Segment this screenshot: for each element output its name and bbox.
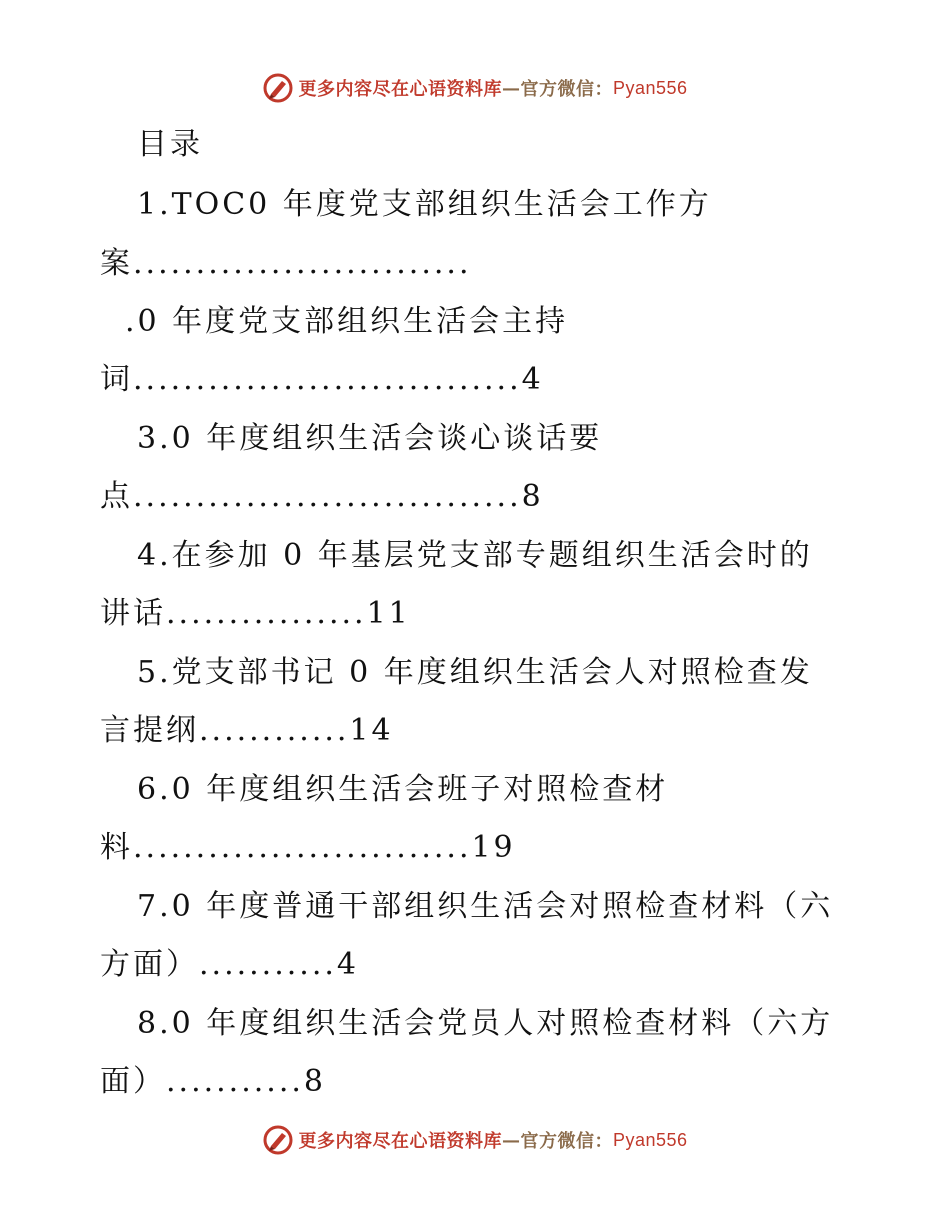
toc-entry-2-line1: .0 年度党支部组织生活会主持 <box>125 304 569 339</box>
toc-entry-7-line1: 7.0 年度普通干部组织生活会对照检查材料（六 <box>137 889 834 924</box>
toc-entry-3-line1: 3.0 年度组织生活会谈心谈话要 <box>137 421 603 456</box>
banner-dash: — <box>501 77 521 99</box>
pen-seal-icon <box>262 72 294 104</box>
toc-entry-5-line1: 5.党支部书记 0 年度组织生活会人对照检查发 <box>137 655 813 690</box>
wechat-id: Pyan556 <box>612 1129 688 1150</box>
toc-entry-1-line2: 案........................... <box>100 246 472 281</box>
toc-entry-3-line2: 点...............................8 <box>100 479 544 514</box>
toc-entry-1-line1: 1.TOC0 年度党支部组织生活会工作方 <box>137 187 712 222</box>
wechat-label: 官方微信： <box>520 1131 613 1152</box>
banner-dash: — <box>501 1129 521 1151</box>
footer-banner <box>0 1124 950 1156</box>
brand-text: 更多内容尽在心语资料库 <box>298 79 502 100</box>
toc-entry-4-line1: 4.在参加 0 年基层党支部专题组织生活会时的 <box>137 538 813 573</box>
toc-entry-4-line2: 讲话................11 <box>100 596 411 631</box>
toc-entry-8-line2: 面）...........8 <box>100 1064 326 1099</box>
wechat-label: 官方微信： <box>520 79 613 100</box>
wechat-id: Pyan556 <box>612 77 688 98</box>
toc-entry-6-line2: 料...........................19 <box>100 830 516 865</box>
toc-entry-6-line1: 6.0 年度组织生活会班子对照检查材 <box>137 772 669 807</box>
toc-entry-8-line1: 8.0 年度组织生活会党员人对照检查材料（六方 <box>137 1006 834 1041</box>
toc-entry-2-line2: 词...............................4 <box>100 362 544 397</box>
toc-entry-5-line2: 言提纲............14 <box>100 713 394 748</box>
brand-text: 更多内容尽在心语资料库 <box>298 1131 502 1152</box>
toc-entry-7-line2: 方面）...........4 <box>100 947 359 982</box>
toc-title: 目录 <box>137 127 203 162</box>
pen-seal-icon <box>262 1124 294 1156</box>
header-banner <box>0 72 950 104</box>
